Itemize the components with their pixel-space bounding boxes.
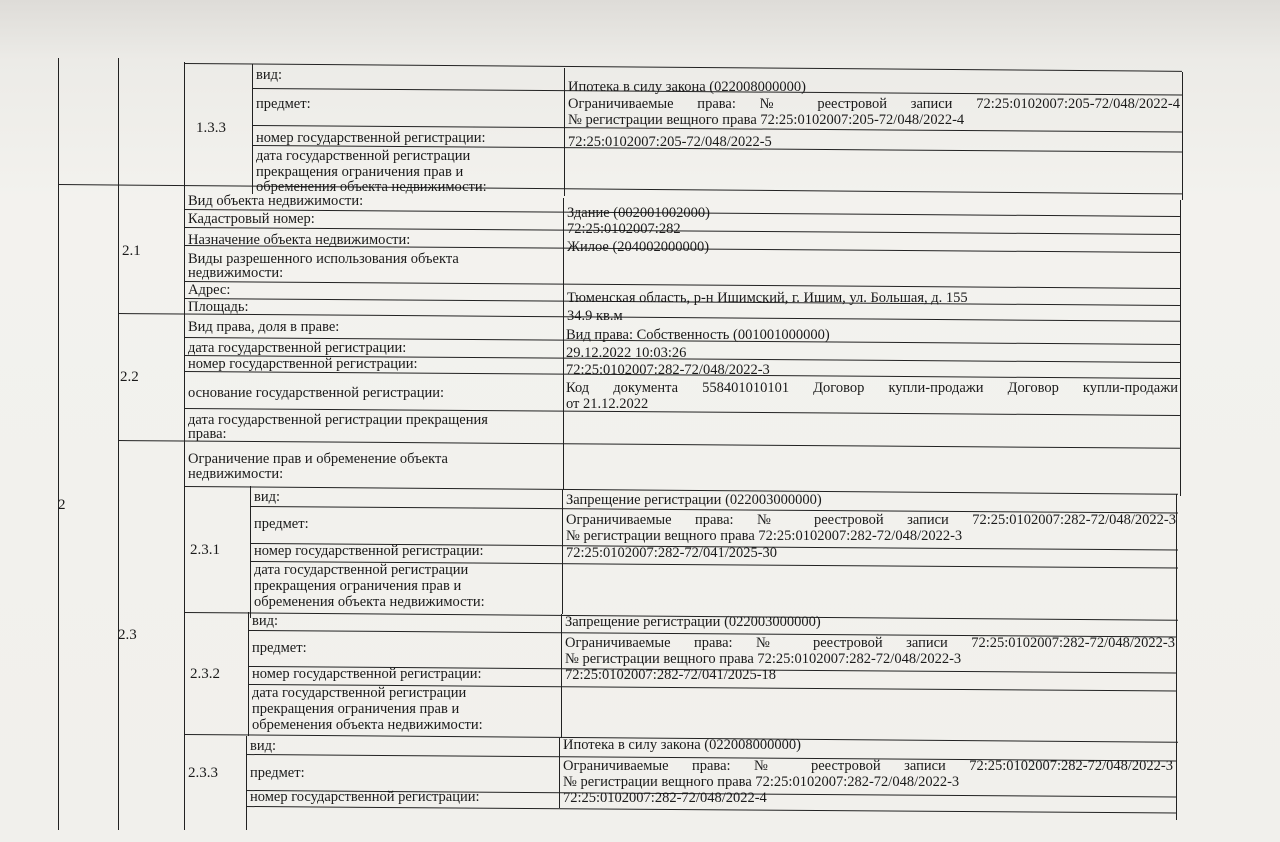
- field-label: обременения объекта недвижимости:: [256, 179, 487, 195]
- col-line-23-value-c: [559, 738, 560, 808]
- field-value: Запрещение регистрации (022003000000): [566, 492, 822, 508]
- field-label: номер государственной регистрации:: [252, 666, 482, 682]
- field-value: Здание (002001002000): [567, 205, 710, 221]
- field-label: номер государственной регистрации:: [250, 789, 480, 805]
- field-value: Жилое (204002000000): [567, 239, 710, 255]
- col-line-right-top: [1182, 72, 1183, 200]
- field-value: Ипотека в силу закона (022008000000): [568, 79, 806, 95]
- field-label: обременения объекта недвижимости:: [252, 717, 483, 733]
- field-label: дата государственной регистрации: [254, 562, 469, 578]
- col-line-2: [118, 58, 119, 830]
- field-value: 34.9 кв.м: [567, 308, 623, 324]
- field-value: 72:25:0102007:282: [567, 221, 681, 237]
- field-label: Площадь:: [188, 299, 249, 315]
- field-value: Код документа 558401010101 Договор купли-продажи Договор купли-продажи: [566, 380, 1178, 396]
- field-value: Вид права: Собственность (001001000000): [566, 327, 830, 343]
- field-label: дата государственной регистрации:: [188, 340, 407, 356]
- row-number: 2.1: [122, 243, 141, 259]
- row-number: 2.3: [118, 627, 137, 643]
- field-value: Ограничиваемые права: № реестровой записи 72:25:0102007:282-72/048/2022-3: [563, 758, 1173, 774]
- row-line: [118, 440, 1180, 449]
- field-label: Кадастровый номер:: [188, 211, 315, 227]
- field-label: предмет:: [250, 765, 305, 781]
- field-label: номер государственной регистрации:: [254, 543, 484, 559]
- col-line-133-value: [564, 68, 565, 196]
- col-line-1: [58, 58, 59, 830]
- col-line-2-value: [563, 198, 564, 490]
- field-label: предмет:: [252, 640, 307, 656]
- field-label: Адрес:: [188, 282, 231, 298]
- row-number: 2.3.2: [190, 666, 220, 682]
- field-label: прекращения ограничения прав и: [256, 164, 464, 180]
- field-value: от 21.12.2022: [566, 396, 649, 412]
- row-line: [246, 806, 1176, 813]
- field-label: номер государственной регистрации:: [256, 130, 486, 146]
- field-label: прекращения ограничения прав и: [254, 578, 462, 594]
- field-label: номер государственной регистрации:: [188, 356, 418, 372]
- field-value: № регистрации вещного права 72:25:0102007:282-72/048/2022-3: [563, 774, 960, 790]
- field-value: 72:25:0102007:282-72/041/2025-30: [566, 545, 778, 561]
- field-label: вид:: [250, 738, 277, 754]
- field-value: 29.12.2022 10:03:26: [566, 345, 687, 361]
- field-label: вид:: [256, 67, 283, 83]
- col-line-23-label-c: [246, 736, 247, 830]
- field-value: 72:25:0102007:282-72/048/2022-4: [563, 790, 767, 806]
- field-label: дата государственной регистрации прекращения: [188, 412, 488, 428]
- field-label: прекращения ограничения прав и: [252, 701, 460, 717]
- row-number: 2.3.1: [190, 542, 220, 558]
- field-value: Ипотека в силу закона (022008000000): [563, 737, 801, 753]
- field-value: Ограничиваемые права: № реестровой записи 72:25:0102007:282-72/048/2022-3: [566, 512, 1176, 528]
- section-number: 2: [58, 497, 66, 513]
- col-line-133-label: [252, 64, 253, 194]
- field-label: вид:: [254, 489, 281, 505]
- row-line: [184, 63, 1182, 72]
- field-label: вид:: [252, 613, 279, 629]
- section-header: недвижимости:: [188, 466, 284, 482]
- field-label: права:: [188, 426, 227, 442]
- row-number: 2.3.3: [188, 765, 218, 781]
- field-label: Вид права, доля в праве:: [188, 319, 340, 335]
- field-label: Вид объекта недвижимости:: [188, 193, 364, 209]
- field-value: № регистрации вещного права 72:25:0102007:282-72/048/2022-3: [566, 528, 963, 544]
- field-label: Назначение объекта недвижимости:: [188, 232, 411, 248]
- col-line-right-bottom: [1176, 494, 1177, 820]
- field-value: № регистрации вещного права 72:25:0102007:205-72/048/2022-4: [568, 112, 965, 128]
- row-line: [184, 281, 1180, 289]
- field-value: Ограничиваемые права: № реестровой записи 72:25:0102007:282-72/048/2022-3: [565, 635, 1175, 651]
- field-value: 72:25:0102007:205-72/048/2022-5: [568, 134, 772, 150]
- field-label: предмет:: [256, 96, 311, 112]
- col-line-right-mid: [1180, 200, 1181, 496]
- field-label: недвижимости:: [188, 265, 284, 281]
- section-header: Ограничение прав и обременение объекта: [188, 451, 448, 467]
- field-label: Виды разрешенного использования объекта: [188, 251, 459, 267]
- field-value: Ограничиваемые права: № реестровой записи 72:25:0102007:205-72/048/2022-4: [568, 96, 1180, 112]
- field-value: 72:25:0102007:282-72/048/2022-3: [566, 362, 770, 378]
- col-line-3: [184, 62, 185, 830]
- field-label: обременения объекта недвижимости:: [254, 594, 485, 610]
- row-number: 1.3.3: [196, 120, 226, 136]
- field-value: 72:25:0102007:282-72/041/2025-18: [565, 667, 777, 683]
- field-value: Запрещение регистрации (022003000000): [565, 614, 821, 630]
- field-value: № регистрации вещного права 72:25:0102007:282-72/048/2022-3: [565, 651, 962, 667]
- field-value: Тюменская область, р-н Ишимский, г. Ишим, ул. Большая, д. 155: [567, 290, 968, 306]
- field-label: дата государственной регистрации: [252, 685, 467, 701]
- field-label: основание государственной регистрации:: [188, 385, 445, 401]
- field-label: предмет:: [254, 516, 309, 532]
- field-label: дата государственной регистрации: [256, 148, 471, 164]
- row-number: 2.2: [120, 369, 139, 385]
